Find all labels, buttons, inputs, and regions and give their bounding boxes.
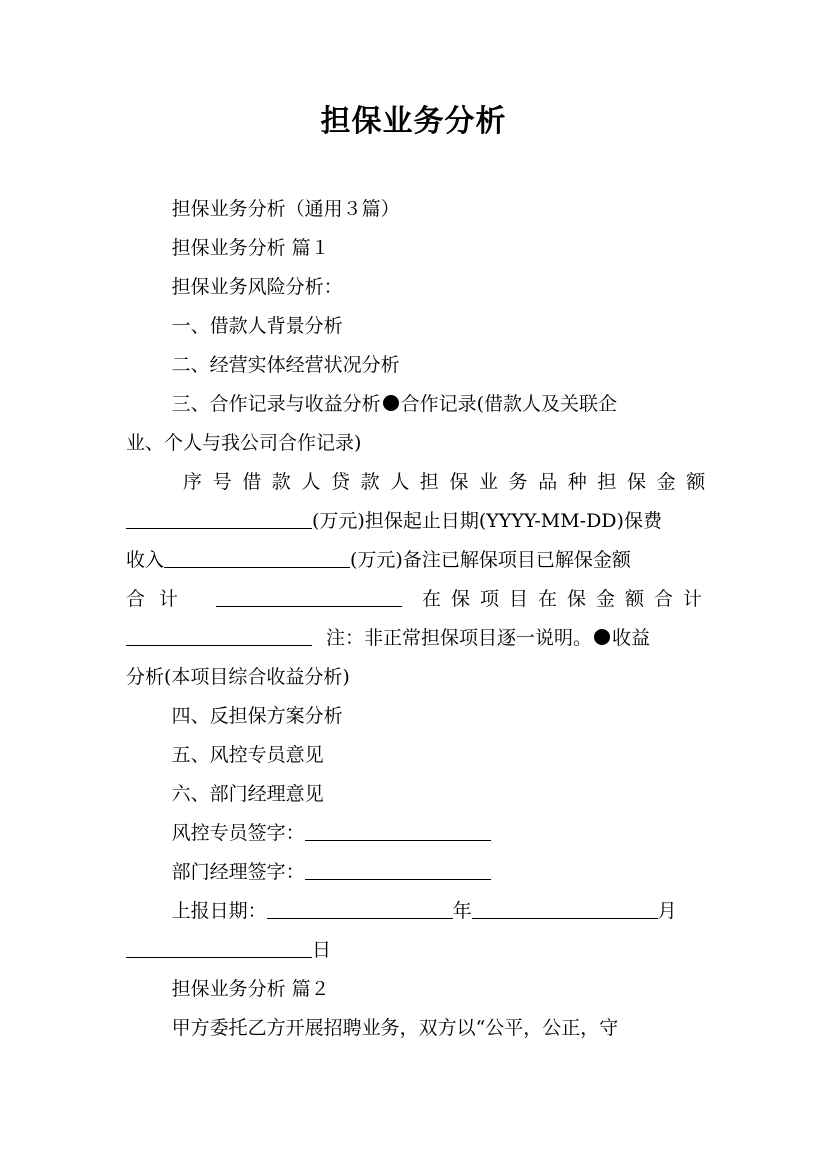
blank-field[interactable]	[164, 548, 350, 568]
paragraph-item-1: 一、借款人背景分析	[171, 315, 343, 337]
paragraph-item-3	[126, 385, 701, 424]
day-field[interactable]	[126, 938, 312, 958]
blank-field[interactable]	[126, 626, 312, 646]
signature-field[interactable]	[305, 860, 491, 880]
table-text: 注：非正常担保项目逐一说明。	[326, 627, 593, 649]
paragraph-signature-manager	[126, 853, 701, 892]
paragraph-section-1: 担保业务分析 篇１	[171, 237, 330, 259]
paragraph-signature-risk	[126, 814, 701, 853]
month-label: 月	[657, 900, 677, 922]
document-body	[126, 190, 716, 1048]
table-text: 合计	[126, 588, 193, 610]
signature-label: 风控专员签字：	[171, 822, 305, 844]
blank-field[interactable]	[126, 509, 312, 529]
table-text: 收入	[126, 549, 165, 571]
table-text: 在保项目在保金额合计	[422, 588, 713, 610]
table-text: 收益	[612, 627, 651, 649]
day-label: 日	[312, 939, 332, 961]
table-text: (万元)担保起止日期(YYYY-MM-DD)保费	[312, 510, 662, 532]
month-field[interactable]	[472, 899, 658, 919]
bullet-icon	[383, 395, 399, 411]
paragraph-table-line-3	[126, 541, 701, 580]
paragraph-item-5: 五、风控专员意见	[171, 744, 324, 766]
date-label: 上报日期：	[171, 900, 267, 922]
paragraph-item-6: 六、部门经理意见	[171, 783, 324, 805]
paragraph-table-line-4	[126, 580, 713, 619]
paragraph-report-date-cont	[126, 931, 701, 970]
document-title: 担保业务分析	[320, 104, 507, 139]
bullet-icon	[594, 629, 610, 645]
paragraph-report-date	[126, 892, 701, 931]
paragraph-table-line-6: 分析(本项目综合收益分析)	[126, 666, 350, 688]
paragraph-table-line-2	[126, 502, 701, 541]
paragraph-section-2-text: 甲方委托乙方开展招聘业务，双方以“公平，公正，守	[171, 1017, 619, 1039]
paragraph-item-3-cont: 业、个人与我公司合作记录)	[126, 432, 362, 454]
paragraph-risk-analysis: 担保业务风险分析：	[171, 276, 343, 298]
paragraph-item-2: 二、经营实体经营状况分析	[171, 354, 400, 376]
blank-field[interactable]	[216, 587, 402, 607]
paragraph-table-columns: 序号借款人贷款人担保业务品种担保金额	[183, 471, 716, 493]
paragraph-item-4: 四、反担保方案分析	[171, 705, 343, 727]
signature-label: 部门经理签字：	[171, 861, 305, 883]
item-3-text: 三、合作记录与收益分析	[171, 393, 381, 415]
year-field[interactable]	[267, 899, 453, 919]
year-label: 年	[452, 900, 472, 922]
signature-field[interactable]	[305, 821, 491, 841]
table-text: (万元)备注已解保项目已解保金额	[350, 549, 631, 571]
paragraph-heading: 担保业务分析（通用３篇）	[171, 198, 400, 220]
item-3-sub: 合作记录(借款人及关联企	[400, 393, 618, 415]
paragraph-table-line-5	[126, 619, 701, 658]
paragraph-section-2: 担保业务分析 篇２	[171, 978, 330, 1000]
